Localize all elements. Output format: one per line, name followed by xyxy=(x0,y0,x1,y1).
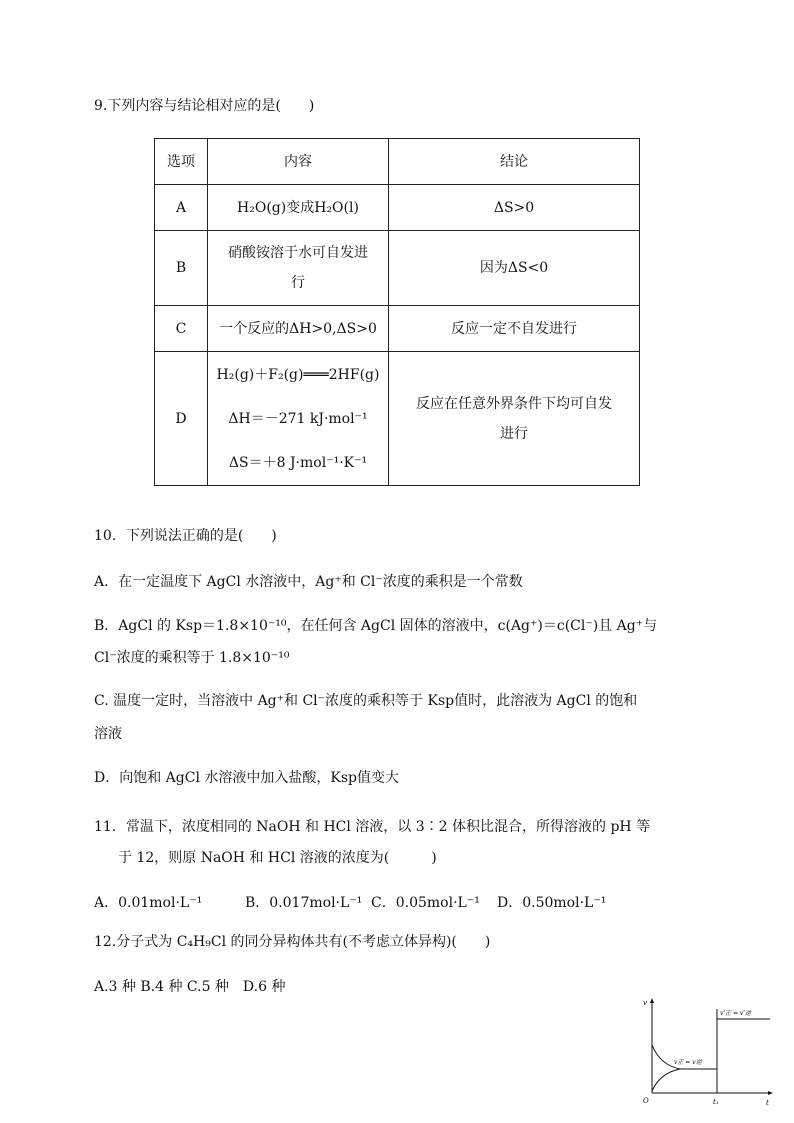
reverse-rate-curve xyxy=(652,1069,680,1091)
q12-title: 12.分子式为 C₄H₉Cl 的同分异构体共有(不考虑立体异构)( ) xyxy=(94,934,491,950)
header-conclusion: 结论 xyxy=(389,139,640,185)
row-option: B xyxy=(155,231,208,306)
origin-label: O xyxy=(643,1097,649,1105)
q10-title: 10．下列说法正确的是( ) xyxy=(94,528,277,544)
q10-option-b-line1: B．AgCl 的 Ksp＝1.8×10⁻¹⁰，在任何含 AgCl 固体的溶液中，c(Ag⁺)＝c(Cl⁻)且 Ag⁺与 xyxy=(94,618,658,634)
x-axis-label: t xyxy=(766,1099,769,1107)
new-equilibrium-label: v'正 = v'逆 xyxy=(720,1010,751,1017)
q11-option-a: A．0.01mol·L⁻¹ xyxy=(94,895,203,911)
q11-line1: 11．常温下，浓度相同的 NaOH 和 HCl 溶液，以 3∶2 体积比混合，所得溶液的 pH 等 xyxy=(94,819,651,835)
t1-label: t₁ xyxy=(713,1098,719,1106)
table-header-row xyxy=(155,139,640,185)
q10-option-b-line2: Cl⁻浓度的乘积等于 1.8×10⁻¹⁰ xyxy=(94,650,290,666)
row-conclusion: 反应一定不自发进行 xyxy=(389,306,640,352)
q9-title: 9.下列内容与结论相对应的是( ) xyxy=(94,98,315,114)
row-content: H₂O(g)变成H₂O(l) xyxy=(208,185,389,231)
table-row xyxy=(155,306,640,352)
row-option: C xyxy=(155,306,208,352)
row-content-line: 行 xyxy=(291,275,305,291)
y-axis-label: v xyxy=(643,999,647,1007)
table-row xyxy=(155,231,640,306)
row-content xyxy=(208,352,389,486)
row-content-line: ΔS＝＋8 J·mol⁻¹·K⁻¹ xyxy=(228,454,368,471)
q10-option-c-line1: C. 温度一定时，当溶液中 Ag⁺和 Cl⁻浓度的乘积等于 Ksp值时，此溶液为 AgCl 的饱和 xyxy=(94,693,638,709)
q9-table xyxy=(154,138,640,486)
row-content xyxy=(208,231,389,306)
q11-option-d: D．0.50mol·L⁻¹ xyxy=(497,895,607,911)
row-content-line: ΔH＝－271 kJ·mol⁻¹ xyxy=(228,410,368,427)
header-option: 选项 xyxy=(155,139,208,185)
table-row xyxy=(155,352,640,486)
row-conclusion xyxy=(389,352,640,486)
q10-option-d: D．向饱和 AgCl 水溶液中加入盐酸，Ksp值变大 xyxy=(94,770,399,786)
table-row xyxy=(155,185,640,231)
q11-line2: 于 12，则原 NaOH 和 HCl 溶液的浓度为( ) xyxy=(118,850,437,866)
q11-option-c: C．0.05mol·L⁻¹ xyxy=(371,895,480,911)
row-conclusion-line: 进行 xyxy=(500,425,528,442)
y-axis-arrow xyxy=(650,998,654,1003)
q11-option-b: B．0.017mol·L⁻¹ xyxy=(245,895,363,911)
row-content-line: 硝酸铵溶于水可自发进 xyxy=(228,245,368,261)
q12-options: A.3 种 B.4 种 C.5 种 D.6 种 xyxy=(94,979,286,995)
row-content: 一个反应的ΔH>0,ΔS>0 xyxy=(208,306,389,352)
row-option: D xyxy=(155,352,208,486)
q10-option-c-line2: 溶液 xyxy=(94,726,122,742)
row-conclusion-line: 反应在任意外界条件下均可自发 xyxy=(416,395,612,412)
row-conclusion: 因为ΔS<0 xyxy=(389,231,640,306)
x-axis-arrow xyxy=(768,1091,773,1095)
row-option: A xyxy=(155,185,208,231)
rate-time-graph xyxy=(640,995,780,1110)
q10-option-a: A．在一定温度下 AgCl 水溶液中，Ag⁺和 Cl⁻浓度的乘积是一个常数 xyxy=(94,574,523,590)
row-conclusion: ΔS>0 xyxy=(389,185,640,231)
row-content-line: H₂(g)＋F₂(g)═══2HF(g) xyxy=(216,366,380,383)
header-content: 内容 xyxy=(208,139,389,185)
equilibrium-label: v正 = v逆 xyxy=(674,1059,702,1066)
